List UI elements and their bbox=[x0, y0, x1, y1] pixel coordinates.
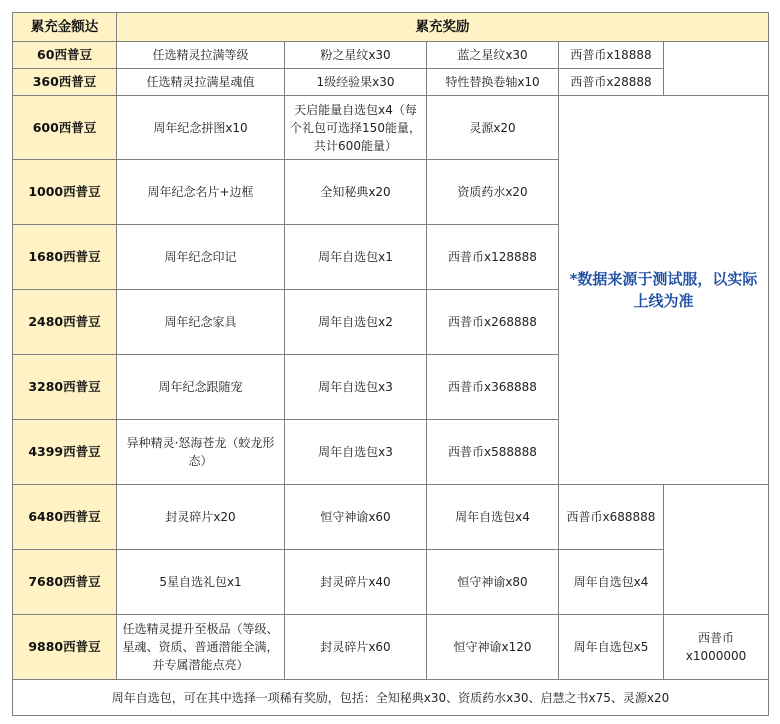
reward-cell: 全知秘典x20 bbox=[285, 160, 427, 225]
reward-cell: 封灵碎片x40 bbox=[285, 550, 427, 615]
reward-cell: 封灵碎片x60 bbox=[285, 615, 427, 680]
amount-header: 累充金额达 bbox=[13, 13, 117, 42]
reward-cell: 周年自选包x3 bbox=[285, 355, 427, 420]
reward-cell: 天启能量自选包x4（每个礼包可选择150能量，共计600能量） bbox=[285, 96, 427, 160]
reward-cell: 5星自选礼包x1 bbox=[117, 550, 285, 615]
reward-header: 累充奖励 bbox=[117, 13, 769, 42]
amount-cell: 2480西普豆 bbox=[13, 290, 117, 355]
reward-cell: 西普币x268888 bbox=[427, 290, 559, 355]
reward-cell: 特性替换卷轴x10 bbox=[427, 69, 559, 96]
reward-cell: 粉之星纹x30 bbox=[285, 42, 427, 69]
reward-cell: 任选精灵拉满星魂值 bbox=[117, 69, 285, 96]
reward-cell: 封灵碎片x20 bbox=[117, 485, 285, 550]
reward-cell: 周年纪念印记 bbox=[117, 225, 285, 290]
cumulative-recharge-reward-table bbox=[12, 12, 769, 716]
test-server-note: *数据来源于测试服，以实际上线为准 bbox=[559, 96, 769, 485]
reward-cell: 西普币x18888 bbox=[559, 42, 664, 69]
footer-note: 周年自选包，可在其中选择一项稀有奖励，包括：全知秘典x30、资质药水x30、启慧之书x75、灵源x20 bbox=[13, 680, 769, 716]
amount-cell: 1680西普豆 bbox=[13, 225, 117, 290]
reward-cell: 周年纪念名片+边框 bbox=[117, 160, 285, 225]
footer-row bbox=[13, 680, 769, 716]
table-row bbox=[13, 615, 769, 680]
table-row bbox=[13, 96, 769, 160]
reward-cell: 西普币x128888 bbox=[427, 225, 559, 290]
reward-cell: 1级经验果x30 bbox=[285, 69, 427, 96]
amount-cell: 6480西普豆 bbox=[13, 485, 117, 550]
reward-cell: 恒守神谕x120 bbox=[427, 615, 559, 680]
reward-cell: 周年自选包x1 bbox=[285, 225, 427, 290]
table-row bbox=[13, 42, 769, 69]
table-row bbox=[13, 485, 769, 550]
reward-cell: 西普币x28888 bbox=[559, 69, 664, 96]
amount-cell: 60西普豆 bbox=[13, 42, 117, 69]
reward-cell: 任选精灵拉满等级 bbox=[117, 42, 285, 69]
reward-cell: 异种精灵·怒海苍龙（蛟龙形态） bbox=[117, 420, 285, 485]
empty-cell bbox=[664, 42, 769, 96]
reward-cell: 周年纪念拼图x10 bbox=[117, 96, 285, 160]
reward-cell: 周年纪念家具 bbox=[117, 290, 285, 355]
empty-cell bbox=[664, 485, 769, 615]
amount-cell: 9880西普豆 bbox=[13, 615, 117, 680]
reward-cell: 任选精灵提升至极品（等级、星魂、资质、普通潜能全满，并专属潜能点亮） bbox=[117, 615, 285, 680]
reward-cell: 西普币x688888 bbox=[559, 485, 664, 550]
reward-cell: 灵源x20 bbox=[427, 96, 559, 160]
reward-cell: 资质药水x20 bbox=[427, 160, 559, 225]
reward-cell: 周年自选包x5 bbox=[559, 615, 664, 680]
amount-cell: 3280西普豆 bbox=[13, 355, 117, 420]
reward-cell: 恒守神谕x60 bbox=[285, 485, 427, 550]
table-row bbox=[13, 69, 769, 96]
reward-cell: 西普币x1000000 bbox=[664, 615, 769, 680]
reward-cell: 西普币x588888 bbox=[427, 420, 559, 485]
reward-cell: 周年自选包x3 bbox=[285, 420, 427, 485]
reward-cell: 蓝之星纹x30 bbox=[427, 42, 559, 69]
amount-cell: 360西普豆 bbox=[13, 69, 117, 96]
amount-cell: 600西普豆 bbox=[13, 96, 117, 160]
reward-cell: 周年纪念跟随宠 bbox=[117, 355, 285, 420]
reward-cell: 恒守神谕x80 bbox=[427, 550, 559, 615]
reward-cell: 周年自选包x4 bbox=[427, 485, 559, 550]
amount-cell: 7680西普豆 bbox=[13, 550, 117, 615]
table-row bbox=[13, 550, 769, 615]
amount-cell: 1000西普豆 bbox=[13, 160, 117, 225]
amount-cell: 4399西普豆 bbox=[13, 420, 117, 485]
header-row bbox=[13, 13, 769, 42]
reward-cell: 周年自选包x2 bbox=[285, 290, 427, 355]
reward-cell: 西普币x368888 bbox=[427, 355, 559, 420]
reward-cell: 周年自选包x4 bbox=[559, 550, 664, 615]
